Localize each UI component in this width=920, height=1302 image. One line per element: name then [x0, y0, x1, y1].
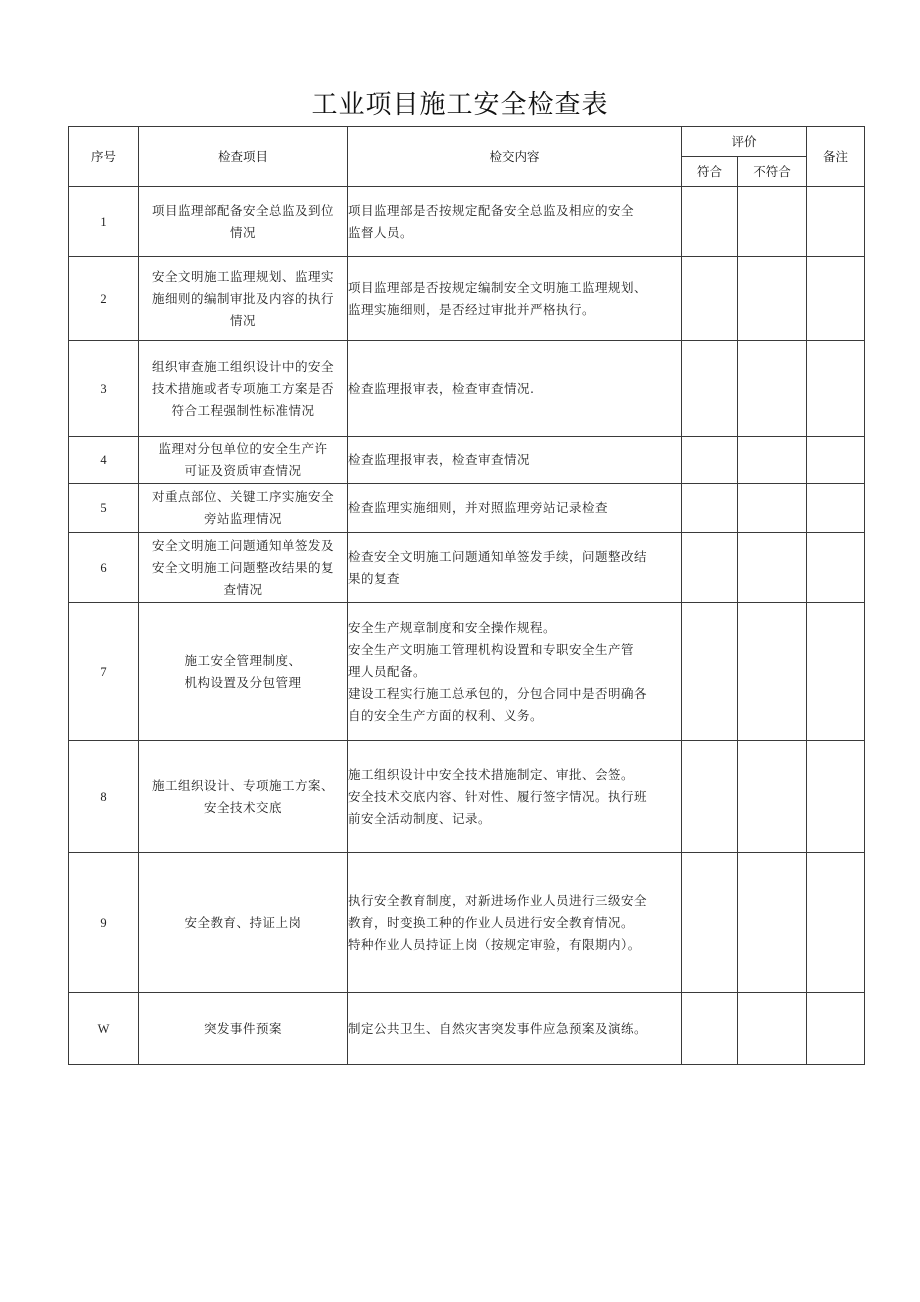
pass-cell[interactable] [682, 853, 738, 993]
header-evaluation: 评价 [682, 127, 807, 157]
row-number: 5 [69, 484, 139, 533]
check-item-line: 情况 [229, 224, 256, 240]
check-content-line: 安全生产规章制度和安全操作规程。 [348, 619, 557, 635]
check-item-line: 机构设置及分包管理 [184, 674, 302, 690]
check-item-line: 安全教育、持证上岗 [184, 914, 302, 930]
check-content-line: 项目监理部是否按规定配备安全总监及相应的安全 [348, 202, 635, 218]
check-item-line: 组织审查施工组织设计中的安全 [151, 358, 334, 374]
check-item-line: 监理对分包单位的安全生产许 [158, 441, 328, 456]
row-number: 1 [69, 187, 139, 257]
check-item [139, 187, 348, 257]
remark-cell[interactable] [807, 853, 865, 993]
check-content [348, 484, 682, 533]
check-item [139, 341, 348, 437]
fail-cell[interactable] [738, 993, 807, 1065]
row-number: 4 [69, 437, 139, 484]
remark-cell[interactable] [807, 993, 865, 1065]
check-content-line: 施工组织设计中安全技术措施制定、审批、会签。 [348, 766, 635, 782]
check-content [348, 853, 682, 993]
row-number: 8 [69, 741, 139, 853]
check-content [348, 741, 682, 853]
check-item-line: 安全文明施工问题通知单签发及 [151, 537, 334, 553]
row-number: W [69, 993, 139, 1065]
header-content: 检交内容 [348, 127, 682, 187]
row-number: 2 [69, 257, 139, 341]
fail-cell[interactable] [738, 741, 807, 853]
check-content-line: 检查监理报审表，检查审查情况 [348, 452, 531, 467]
remark-cell[interactable] [807, 437, 865, 484]
check-item [139, 853, 348, 993]
table-row [69, 437, 865, 484]
pass-cell[interactable] [682, 187, 738, 257]
fail-cell[interactable] [738, 533, 807, 603]
check-item-line: 旁站监理情况 [203, 511, 282, 526]
check-content-line: 检查安全文明施工问题通知单签发手续，问题整改结 [348, 548, 648, 564]
check-item-line: 施工安全管理制度、 [184, 652, 302, 668]
check-content-line: 制定公共卫生、自然灾害突发事件应急预案及演练。 [348, 1020, 648, 1036]
check-content-line: 监理实施细则，是否经过审批并严格执行。 [348, 301, 596, 317]
table-row [69, 484, 865, 533]
pass-cell[interactable] [682, 533, 738, 603]
table-row [69, 853, 865, 993]
check-content-line: 教育，时变换工种的作业人员进行安全教育情况。 [348, 914, 635, 930]
table-body [69, 187, 865, 1065]
check-content-line: 果的复查 [348, 570, 401, 586]
fail-cell[interactable] [738, 187, 807, 257]
check-content-line: 前安全活动制度、记录。 [348, 810, 492, 826]
fail-cell[interactable] [738, 341, 807, 437]
check-item-line: 符合工程强制性标准情况 [171, 402, 315, 418]
remark-cell[interactable] [807, 533, 865, 603]
check-item-line: 查情况 [223, 581, 263, 597]
check-item-line: 对重点部位、关键工序实施安全 [151, 489, 334, 504]
check-content [348, 341, 682, 437]
check-content-line: 建设工程实行施工总承包的，分包合同中是否明确各 [348, 685, 648, 701]
table-row [69, 341, 865, 437]
check-item [139, 533, 348, 603]
remark-cell[interactable] [807, 187, 865, 257]
check-item-line: 施细则的编制审批及内容的执行 [151, 290, 334, 306]
table-row [69, 257, 865, 341]
pass-cell[interactable] [682, 341, 738, 437]
check-content [348, 533, 682, 603]
check-content-line: 监督人员。 [348, 224, 414, 240]
check-content-line: 特种作业人员持证上岗（按规定审验，有限期内）。 [348, 936, 641, 952]
check-item-line: 情况 [229, 312, 256, 328]
check-item [139, 257, 348, 341]
fail-cell[interactable] [738, 484, 807, 533]
fail-cell[interactable] [738, 853, 807, 993]
check-item [139, 741, 348, 853]
fail-cell[interactable] [738, 603, 807, 741]
check-content-line: 执行安全教育制度，对新进场作业人员进行三级安全 [348, 892, 648, 908]
check-content-line: 理人员配备。 [348, 663, 427, 679]
pass-cell[interactable] [682, 741, 738, 853]
check-content-line: 安全生产文明施工管理机构设置和专职安全生产管 [348, 641, 635, 657]
check-content-line: 自的安全生产方面的权利、义务。 [348, 707, 544, 723]
check-item-line: 施工组织设计、专项施工方案、 [151, 777, 334, 793]
pass-cell[interactable] [682, 437, 738, 484]
header-no: 序号 [69, 127, 139, 187]
table-row [69, 993, 865, 1065]
header-pass: 符合 [682, 157, 738, 187]
check-content-line: 安全技术交底内容、针对性、履行签字情况。执行班 [348, 788, 648, 804]
header-item: 检查项目 [139, 127, 348, 187]
check-item-line: 可证及资质审查情况 [184, 463, 302, 478]
remark-cell[interactable] [807, 603, 865, 741]
check-content-line: 项目监理部是否按规定编制安全文明施工监理规划、 [348, 279, 648, 295]
pass-cell[interactable] [682, 993, 738, 1065]
remark-cell[interactable] [807, 341, 865, 437]
row-number: 6 [69, 533, 139, 603]
check-content [348, 187, 682, 257]
table-row [69, 741, 865, 853]
check-item-line: 安全文明施工监理规划、监理实 [151, 268, 334, 284]
check-content [348, 603, 682, 741]
fail-cell[interactable] [738, 257, 807, 341]
header-fail: 不符合 [738, 157, 807, 187]
check-content-line: 检查监理报审表，检查审查情况. [348, 380, 535, 396]
pass-cell[interactable] [682, 603, 738, 741]
check-item [139, 993, 348, 1065]
check-content-line: 检查监理实施细则，并对照监理旁站记录检查 [348, 500, 609, 515]
check-item-line: 安全文明施工问题整改结果的复 [151, 559, 334, 575]
row-number: 9 [69, 853, 139, 993]
table-row [69, 533, 865, 603]
remark-cell[interactable] [807, 741, 865, 853]
check-item-line: 安全技术交底 [203, 799, 282, 815]
remark-cell[interactable] [807, 257, 865, 341]
check-content [348, 993, 682, 1065]
check-item-line: 项目监理部配备安全总监及到位 [151, 202, 334, 218]
pass-cell[interactable] [682, 257, 738, 341]
check-content [348, 257, 682, 341]
check-item-line: 突发事件预案 [203, 1020, 282, 1036]
check-content [348, 437, 682, 484]
row-number: 7 [69, 603, 139, 741]
fail-cell[interactable] [738, 437, 807, 484]
check-item-line: 技术措施或者专项施工方案是否 [151, 380, 334, 396]
check-item [139, 437, 348, 484]
table-row [69, 603, 865, 741]
check-item [139, 603, 348, 741]
table-row [69, 187, 865, 257]
header-remark: 备注 [807, 127, 865, 187]
check-item [139, 484, 348, 533]
document-title: 工业项目施工安全检查表 [311, 90, 609, 120]
pass-cell[interactable] [682, 484, 738, 533]
remark-cell[interactable] [807, 484, 865, 533]
row-number: 3 [69, 341, 139, 437]
safety-check-table [68, 126, 865, 1065]
